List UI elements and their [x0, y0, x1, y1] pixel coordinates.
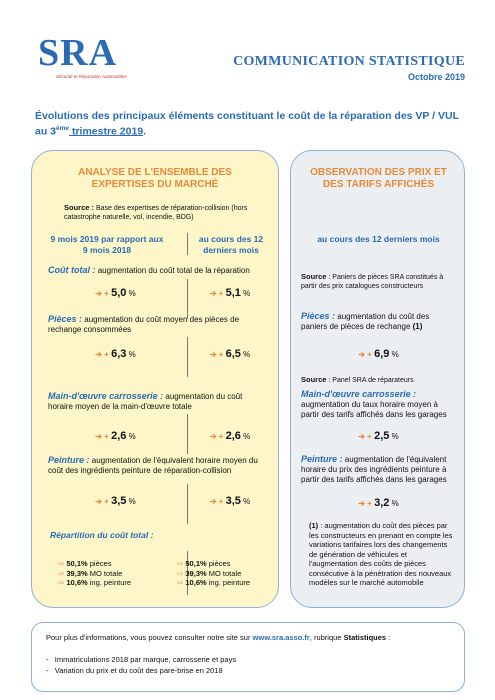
labour-value-9m [48, 430, 183, 442]
value-number: 2,6 [111, 430, 127, 442]
row-divider [187, 337, 188, 377]
left-source-label: Source : [64, 203, 95, 212]
arrow-up-icon: ➔ + [95, 497, 109, 506]
market-analysis-panel [31, 150, 279, 608]
percent-sign: % [126, 289, 136, 298]
site-link[interactable]: www.sra.asso.fr [252, 633, 310, 642]
row-labour-label [48, 391, 263, 412]
split-item [58, 578, 131, 588]
row-key: Pièces : [48, 314, 83, 324]
col-divider [187, 233, 188, 255]
row-desc: augmentation du coût moyen des pièces de rechange consommées [48, 315, 240, 334]
arrow-up-icon: ➔ + [209, 289, 224, 298]
cost-split-title: Répartition du coût total : [50, 530, 154, 540]
price-observation-panel [290, 150, 465, 608]
publication-date: Octobre 2019 [407, 72, 465, 82]
row-desc: augmentation du coût horaire moyen de la main-d'œuvre totale [48, 392, 243, 411]
split-item [58, 569, 131, 579]
footnote [309, 521, 455, 588]
logo-subtitle: Sécurité et Réparation Automobiles [56, 74, 127, 79]
right-parts-label [301, 311, 456, 332]
arrow-right-icon: ⇨ [58, 559, 65, 568]
value-number: 2,5 [374, 430, 390, 442]
footer-box [31, 622, 465, 692]
row-key: Coût total : [48, 265, 96, 275]
split-label: ing. peinture [206, 578, 251, 587]
col-header-9-months: 9 mois 2019 par rapport aux 9 mois 2018 [50, 234, 164, 255]
cost-split-9m [58, 559, 131, 588]
split-value: 50,1% [185, 559, 207, 568]
cost-split-12m [177, 559, 250, 588]
footer-bullet[interactable]: - Immatriculations 2018 par marque, carrosserie et pays [46, 655, 237, 664]
arrow-up-icon: ➔ + [358, 432, 372, 441]
percent-sign: % [240, 350, 251, 359]
right-labour-label [301, 389, 456, 420]
source-text: : Panel SRA de réparateurs [326, 377, 414, 384]
split-value: 10,6% [66, 578, 88, 587]
value-number: 6,3 [111, 348, 127, 360]
percent-sign: % [389, 432, 399, 441]
arrow-up-icon: ➔ + [95, 432, 109, 441]
row-desc: augmentation du taux horaire moyen à partir des tarifs affichés dans les garages [301, 400, 447, 419]
footnote-ref: (1) [309, 521, 319, 530]
arrow-up-icon: ➔ + [95, 350, 109, 359]
source-text: : Paniers de pièces SRA constitués à partir des prix catalogues constructeurs [301, 274, 444, 290]
arrow-up-icon: ➔ + [209, 497, 224, 506]
row-total-cost-label [48, 265, 263, 276]
labour-value-12m [190, 430, 270, 442]
percent-sign: % [126, 350, 136, 359]
left-source [64, 203, 254, 222]
value-number: 3,5 [111, 495, 127, 507]
split-value: 10,6% [185, 578, 207, 587]
footer-info [46, 633, 456, 643]
split-label: MO totale [206, 568, 242, 578]
footer-pre: Pour plus d'informations, vous pouvez consulter notre site sur [46, 633, 253, 642]
percent-sign: % [389, 350, 399, 359]
value-number: 2,6 [225, 430, 241, 442]
parts-value-12m [190, 348, 270, 360]
value-number: 3,2 [374, 497, 390, 509]
value-number: 5,1 [225, 287, 241, 299]
arrow-up-icon: ➔ + [95, 289, 109, 298]
bullet-text: Immatriculations 2018 par marque, carrosserie et pays [54, 655, 237, 664]
row-divider [187, 484, 188, 524]
split-label: pièces [206, 559, 231, 568]
row-desc: augmentation de l'équivalent horaire moyen du coût des ingrédients peinture de réparation-collision [48, 456, 258, 475]
row-divider [187, 414, 188, 454]
value-number: 6,9 [374, 348, 390, 360]
value-number: 5,0 [111, 287, 127, 299]
split-value: 50,1% [66, 559, 88, 568]
arrow-up-icon: ➔ + [209, 432, 224, 441]
row-key: Peinture : [48, 455, 90, 465]
row-paint-label [48, 455, 263, 476]
intro-line2-post: trimestre 2019 [69, 125, 144, 137]
split-label: pièces [87, 559, 112, 568]
paint-value-9m [48, 495, 183, 507]
arrow-up-icon: ➔ + [209, 350, 224, 359]
intro-line1: Évolutions des principaux éléments constituant le coût de la réparation des VP / VUL [35, 110, 459, 122]
row-key: Pièces : [301, 311, 336, 321]
bullet-text: Variation du prix et du coût des pare-brise en 2018 [54, 666, 223, 675]
footer-end: : [386, 633, 391, 642]
intro-line2-pre: au 3 [35, 125, 57, 137]
arrow-up-icon: ➔ + [358, 499, 372, 508]
percent-sign: % [126, 497, 136, 506]
intro-heading [35, 110, 465, 138]
value-number: 6,5 [225, 348, 241, 360]
row-desc: augmentation de l'équivalent horaire du prix des ingrédients peinture à partir des tarifs affichés dans les garages [301, 455, 447, 484]
right-paint-label [301, 454, 456, 485]
source-label: Source [301, 272, 327, 281]
row-desc: augmentation du coût total de la réparation [95, 266, 250, 275]
percent-sign: % [240, 289, 251, 298]
percent-sign: % [240, 432, 251, 441]
arrow-up-icon: ➔ + [358, 350, 372, 359]
percent-sign: % [389, 499, 399, 508]
right-paint-value [301, 497, 456, 509]
split-item [58, 559, 131, 569]
left-heading: ANALYSE DE L'ENSEMBLE DES EXPERTISES DU MARCHÉ [78, 167, 232, 190]
total-cost-value-12m [190, 287, 270, 299]
source-label: Source [301, 375, 327, 384]
value-number: 3,5 [225, 495, 241, 507]
left-source-text: Base des expertises de réparation-collision (hors catastrophe naturelle, vol, incendie, BDG) [64, 205, 248, 221]
page-title: COMMUNICATION STATISTIQUE [233, 54, 465, 69]
right-parts-value [301, 348, 456, 360]
row-divider [187, 279, 188, 319]
intro-line2-end: . [143, 125, 147, 137]
split-value: 39,3% [66, 568, 88, 578]
percent-sign: % [126, 432, 136, 441]
row-key: Main-d'œuvre carrosserie : [48, 391, 164, 401]
footnote-text: : augmentation du coût des pièces par les constructeurs en prenant en compte les variations tarifaires lors des changements de génération de véhicules et l'augmentation des coûts de pièces consécutive à la pénétration des nouveaux modèles sur le marché automobile [309, 521, 453, 587]
col-header-12-months: au cours des 12 derniers mois [198, 234, 264, 255]
footer-mid: , rubrique [309, 633, 344, 642]
paint-value-12m [190, 495, 270, 507]
total-cost-value-9m [48, 287, 183, 299]
arrow-right-icon: ⇨ [177, 559, 184, 568]
right-labour-value [301, 430, 456, 442]
right-heading: OBSERVATION DES PRIX ET DES TARIFS AFFICHÉS [310, 167, 447, 190]
statistics-link[interactable]: Statistiques [343, 633, 387, 642]
split-value: 39,3% [185, 568, 207, 578]
row-key: Main-d'œuvre carrosserie : [301, 389, 417, 399]
split-item [177, 559, 250, 569]
split-item [177, 578, 250, 588]
split-label: ing. peinture [87, 578, 132, 587]
right-source-1 [301, 272, 456, 291]
right-col-header: au cours des 12 derniers mois [317, 234, 440, 244]
footer-bullet[interactable]: - Variation du prix et du coût des pare-brise en 2018 [46, 666, 223, 675]
sra-logo [38, 34, 130, 84]
right-source-2 [301, 375, 456, 385]
arrow-right-icon: ⇨ [177, 578, 184, 587]
row-desc: augmentation du coût des paniers de pièces de rechange [301, 312, 430, 331]
logo-text: SRA [38, 32, 118, 74]
arrow-right-icon: ⇨ [58, 578, 65, 587]
arrow-right-icon: ⇨ [58, 568, 65, 578]
parts-value-9m [48, 348, 183, 360]
footnote-ref: (1) [412, 322, 423, 331]
split-label: MO totale [87, 568, 123, 578]
row-parts-label [48, 314, 263, 335]
row-key: Peinture : [301, 454, 343, 464]
split-item [177, 569, 250, 579]
arrow-right-icon: ⇨ [177, 568, 184, 578]
intro-sup: ème [56, 124, 70, 132]
percent-sign: % [240, 497, 251, 506]
